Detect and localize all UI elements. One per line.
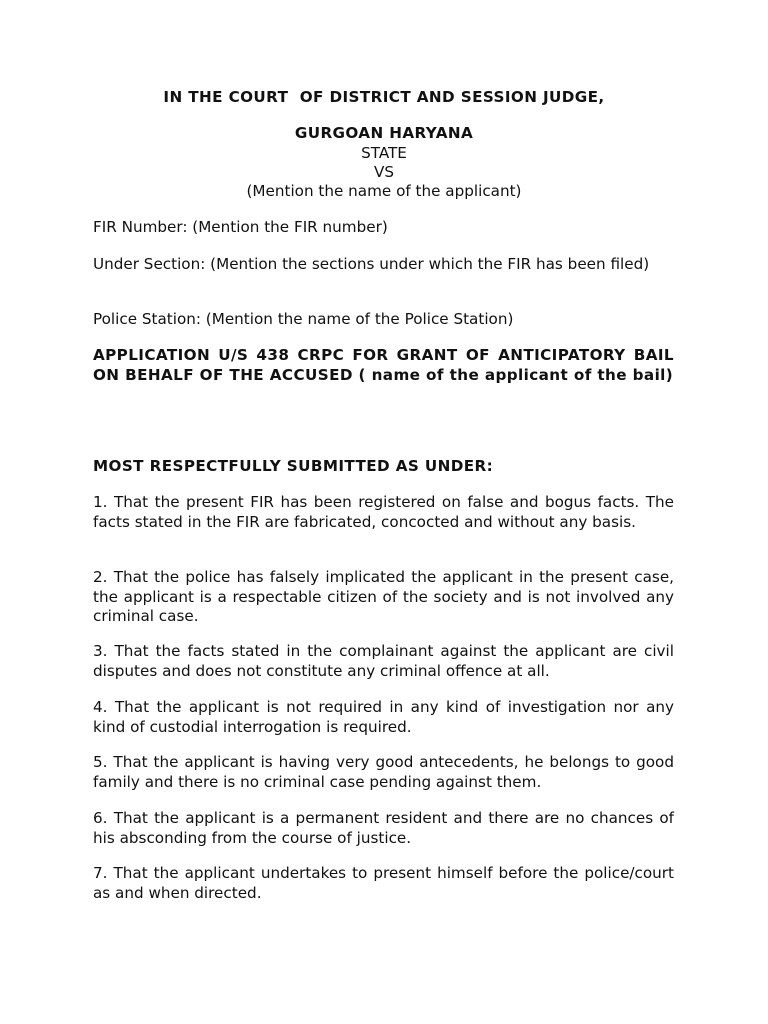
- submission-heading: MOST RESPECTFULLY SUBMITTED AS UNDER:: [93, 457, 494, 475]
- point-7: 7. That the applicant undertakes to present himself before the police/court as and when directed.: [93, 864, 674, 902]
- point-5: 5. That the applicant is having very good antecedents, he belongs to good family and there is no criminal case pending against them.: [93, 753, 674, 791]
- point-2: 2. That the police has falsely implicated the applicant in the present case, the applicant is a respectable citizen of the society and is not involved any criminal case.: [93, 568, 674, 625]
- applicant-name-placeholder: (Mention the name of the applicant): [246, 182, 522, 200]
- court-heading: IN THE COURT OF DISTRICT AND SESSION JUDGE,: [163, 88, 605, 106]
- point-6: 6. That the applicant is a permanent resident and there are no chances of his absconding from the course of justice.: [93, 809, 674, 847]
- under-section-line: Under Section: (Mention the sections under which the FIR has been filed): [93, 255, 650, 273]
- point-4: 4. That the applicant is not required in any kind of investigation nor any kind of custodial interrogation is required.: [93, 698, 674, 736]
- police-station-line: Police Station: (Mention the name of the Police Station): [93, 310, 514, 328]
- point-3: 3. That the facts stated in the complainant against the applicant are civil disputes and does not constitute any criminal offence at all.: [93, 642, 674, 680]
- application-title: APPLICATION U/S 438 CRPC FOR GRANT OF ANTICIPATORY BAIL ON BEHALF OF THE ACCUSED ( name of the applicant of the bail): [93, 346, 674, 384]
- party-state: STATE: [361, 144, 407, 162]
- point-1: 1. That the present FIR has been registered on false and bogus facts. The facts stated in the FIR are fabricated, concocted and without any basis.: [93, 493, 674, 531]
- versus-label: VS: [373, 163, 395, 181]
- court-location: GURGOAN HARYANA: [294, 124, 474, 142]
- fir-number-line: FIR Number: (Mention the FIR number): [93, 218, 388, 236]
